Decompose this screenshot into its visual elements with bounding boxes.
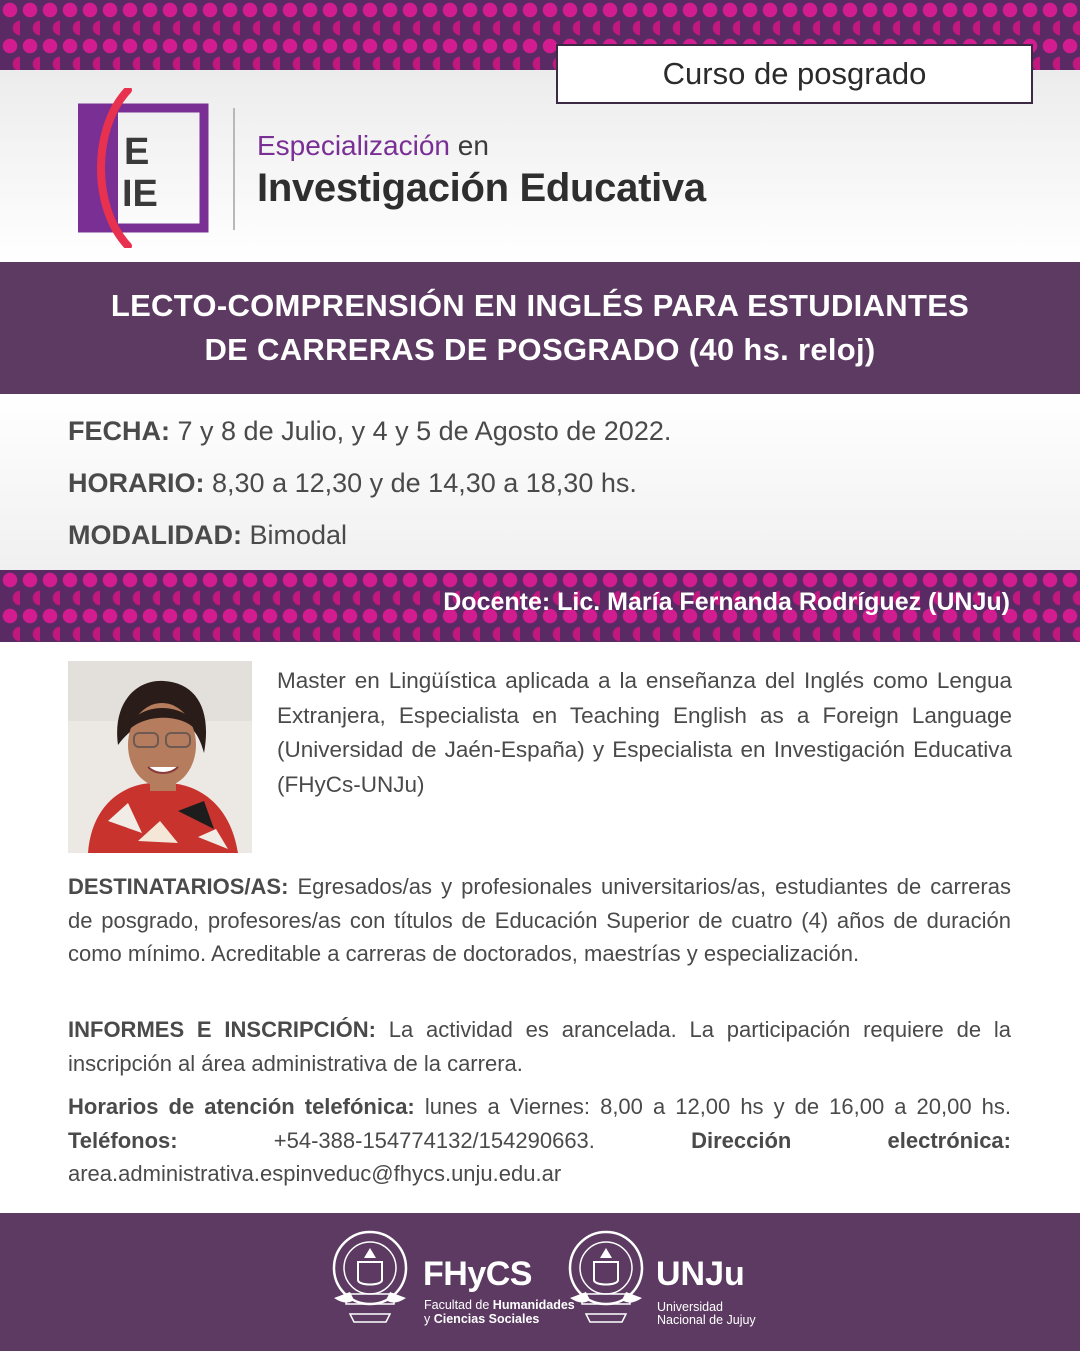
modalidad-row [68, 520, 347, 551]
modalidad-value: Bimodal [249, 520, 348, 550]
spec-connector: en [457, 130, 489, 161]
fhycs-fullname: Facultad de Humanidades y Ciencias Sociales [424, 1298, 575, 1326]
eie-logo [78, 88, 213, 248]
email-label: Dirección electrónica: [691, 1127, 1011, 1153]
specialization-name: Investigación Educativa [257, 166, 706, 210]
course-title-band [0, 262, 1080, 394]
unju-fullname: Universidad Nacional de Jujuy [657, 1300, 756, 1327]
fecha-value: 7 y 8 de Julio, y 4 y 5 de Agosto de 2022. [177, 416, 672, 446]
contacto-paragraph [68, 1090, 1011, 1191]
fecha-label: FECHA: [68, 416, 170, 446]
horarios-text: lunes a Viernes: 8,00 a 12,00 hs y de 16,00 a 20,00 hs. [424, 1094, 1011, 1119]
unju-seal-icon [566, 1228, 646, 1332]
docente-name: Docente: Lic. María Fernanda Rodríguez (UNJu) [443, 588, 1010, 616]
docente-bio: Master en Lingüística aplicada a la enseñanza del Inglés como Lengua Extranjera, Especialista en Teaching English as a Foreign Language (Universidad de Jaén-España) y Especialista en Investigación Educativa (FHyCs-UNJu) [277, 668, 1012, 797]
specialization-prefix [257, 130, 489, 162]
horarios-label: Horarios de atención telefónica: [68, 1094, 415, 1119]
horario-row [68, 468, 637, 499]
informes-text: La actividad es arancelada. La participación requiere de la inscripción al área administrativa de la carrera. [68, 1017, 1011, 1076]
destinatarios-text: Egresados/as y profesionales universitarios/as, estudiantes de carreras de posgrado, profesores/as con títulos de Educación Superior de cuatro (4) años de duración como mínimo. Acreditable a carreras de doctorados, maestrías y especialización. [68, 874, 1011, 966]
fhycs-seal-icon [330, 1228, 410, 1332]
logo-divider [233, 108, 235, 230]
email-address[interactable]: area.administrativa.espinveduc@fhycs.unju.edu.ar [68, 1161, 562, 1186]
course-title-line2: DE CARRERAS DE POSGRADO (40 hs. reloj) [204, 332, 876, 367]
horario-value: 8,30 a 12,30 y de 14,30 a 18,30 hs. [212, 468, 637, 498]
horario-label: HORARIO: [68, 468, 205, 498]
course-type-label: Curso de posgrado [662, 56, 927, 91]
fecha-row [68, 416, 671, 447]
footer-band [0, 1213, 1080, 1351]
destinatarios-label: DESTINATARIOS/AS: [68, 874, 289, 899]
destinatarios-paragraph [68, 870, 1011, 971]
telefonos-label: Teléfonos: [68, 1127, 178, 1153]
informes-paragraph [68, 1013, 1011, 1080]
course-title-line1: LECTO-COMPRENSIÓN EN INGLÉS PARA ESTUDIANTES [110, 288, 970, 323]
course-type-box [556, 44, 1033, 104]
unju-wordmark: UNJu [656, 1255, 745, 1293]
modalidad-label: MODALIDAD: [68, 520, 242, 550]
docente-photo [68, 661, 252, 853]
spec-prefix: Especialización [257, 130, 450, 161]
informes-label: INFORMES E INSCRIPCIÓN: [68, 1017, 376, 1042]
logo-letters-ie: IE [122, 173, 158, 215]
telefonos-text: +54-388-154774132/154290663. [273, 1127, 595, 1153]
fhycs-wordmark: FHyCS [423, 1255, 532, 1293]
logo-letter-e: E [124, 131, 150, 173]
